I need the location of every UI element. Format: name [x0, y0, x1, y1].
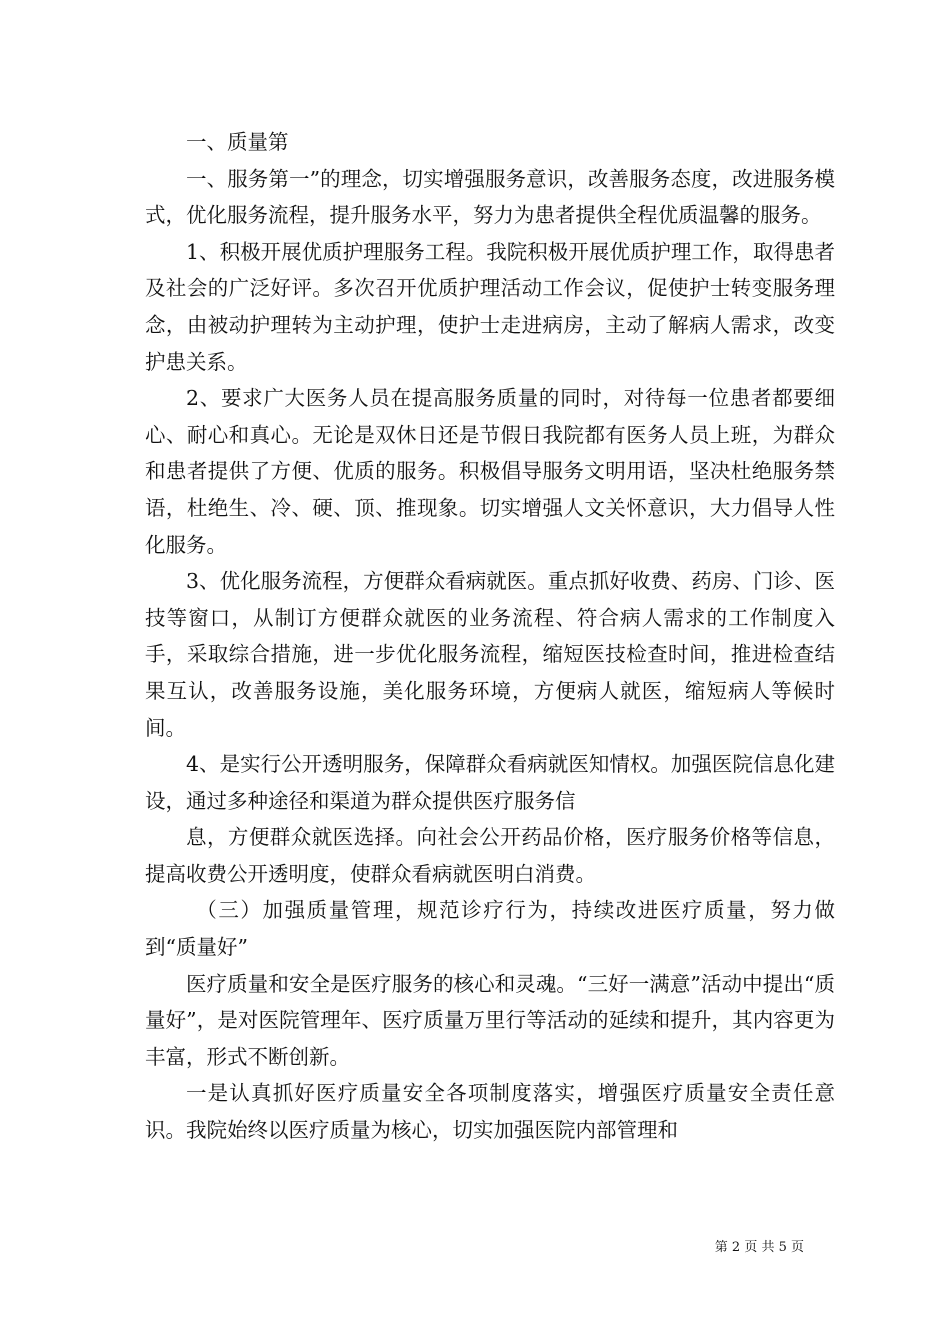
- paragraph-item-1: 1、积极开展优质护理服务工程。我院积极开展优质护理工作，取得患者及社会的广泛好评。多次召开优质护理活动工作会议，促使护士转变服务理念，由被动护理转为主动护理，使护士走进病房，主动了解病人需求，改变护患关系。: [145, 239, 835, 374]
- paragraph-item-4-continued: 息，方便群众就医选择。向社会公开药品价格，医疗服务价格等信息，提高收费公开透明度，使群众看病就医明白消费。: [145, 825, 835, 886]
- paragraph-quality-system: 一是认真抓好医疗质量安全各项制度落实，增强医疗质量安全责任意识。我院始终以医疗质量为核心，切实加强医院内部管理和: [145, 1081, 835, 1143]
- paragraph-heading: 一、质量第: [186, 130, 289, 154]
- paragraph-item-2: 2、要求广大医务人员在提高服务质量的同时，对待每一位患者都要细心、耐心和真心。无论是双休日还是节假日我院都有医务人员上班，为群众和患者提供了方便、优质的服务。积极倡导服务文明用语，坚决杜绝服务禁语，杜绝生、冷、硬、顶、推现象。切实增强人文关怀意识，大力倡导人性化服务。: [145, 386, 835, 557]
- paragraph-item-3: 3、优化服务流程，方便群众看病就医。重点抓好收费、药房、门诊、医技等窗口，从制订方便群众就医的业务流程、符合病人需求的工作制度入手，采取综合措施，进一步优化服务流程，缩短医技检查时间，推进检查结果互认，改善服务设施，美化服务环境，方便病人就医，缩短病人等候时间。: [145, 569, 835, 740]
- page-number: 第 2 页 共 5 页: [714, 1240, 804, 1255]
- paragraph-quality-core: 医疗质量和安全是医疗服务的核心和灵魂。“三好一满意”活动中提出“质量好”，是对医院管理年、医疗质量万里行等活动的延续和提升，其内容更为丰富，形式不断创新。: [145, 971, 835, 1069]
- section-heading-3: （三）加强质量管理，规范诊疗行为，持续改进医疗质量，努力做到“质量好”: [145, 898, 835, 960]
- paragraph-item-4: 4、是实行公开透明服务，保障群众看病就医知情权。加强医院信息化建设，通过多种途径和渠道为群众提供医疗服务信: [145, 752, 835, 813]
- document-body: [145, 124, 835, 1149]
- paragraph-service-concept: 一、服务第一”的理念，切实增强服务意识，改善服务态度，改进服务模式，优化服务流程，提升服务水平，努力为患者提供全程优质温馨的服务。: [145, 166, 835, 228]
